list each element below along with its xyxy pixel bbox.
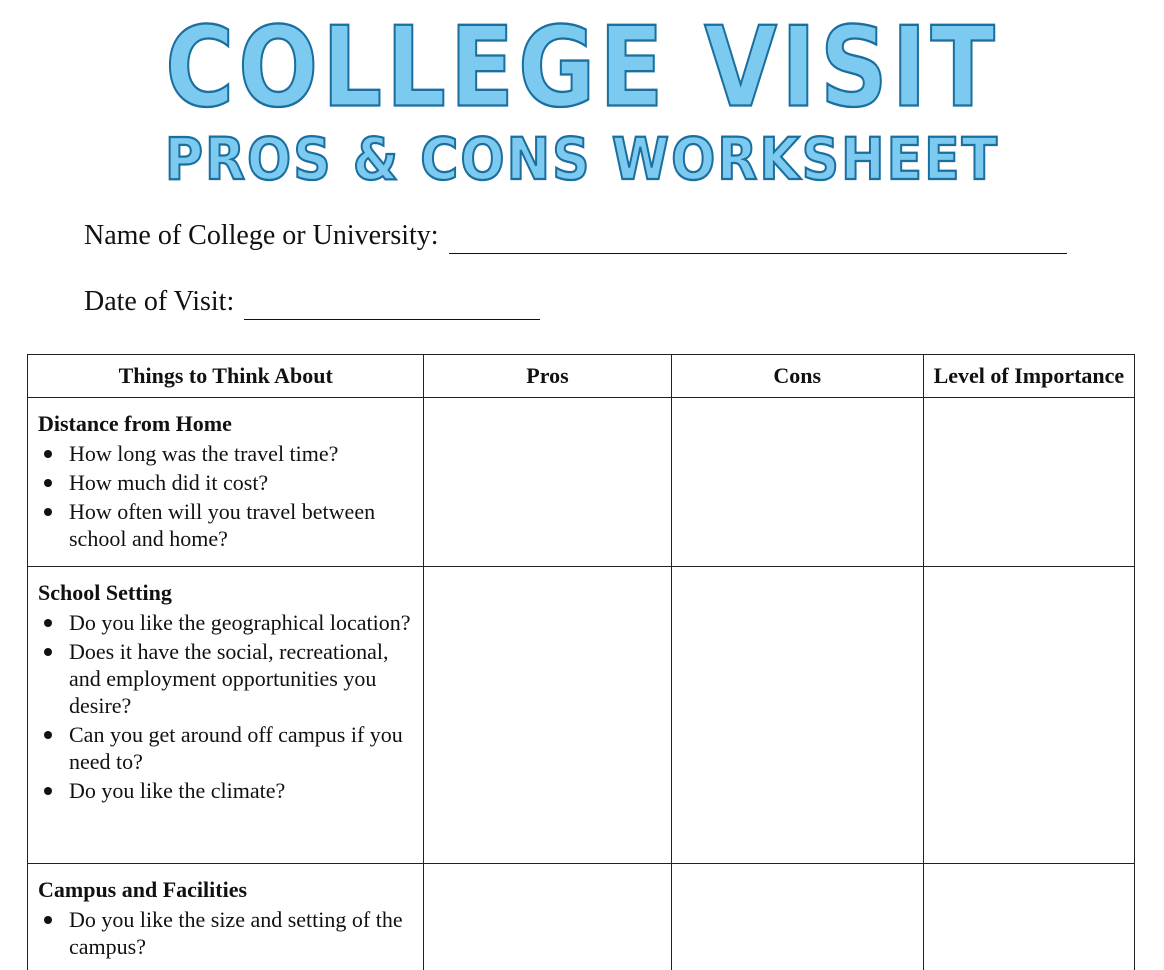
bullet-icon: [44, 787, 52, 795]
topic-title: Campus and Facilities: [38, 877, 248, 902]
bullet-icon: [44, 619, 52, 627]
question-text: Do you like the geographical location?: [69, 610, 411, 635]
topic-cell: [28, 398, 424, 567]
college-name-field: [84, 218, 1067, 254]
pros-cell[interactable]: [424, 398, 671, 567]
topic-title: Distance from Home: [38, 411, 232, 436]
bullet-icon: [44, 450, 52, 458]
question-text: Do you like the climate?: [69, 778, 286, 803]
question-item: [38, 906, 413, 960]
table-row: [28, 398, 1135, 567]
bullet-icon: [44, 508, 52, 516]
importance-cell[interactable]: [923, 864, 1134, 970]
visit-date-label: Date of Visit:: [84, 286, 235, 317]
question-item: [38, 498, 413, 552]
worksheet-title: COLLEGE VISIT: [165, 4, 999, 133]
header-level-of-importance: Level of Importance: [923, 355, 1134, 398]
question-text: How long was the travel time?: [69, 441, 339, 466]
question-text: Does it have the social, recreational, and employment opportunities you desire?: [69, 639, 389, 718]
cons-cell[interactable]: [671, 864, 923, 970]
college-name-blank[interactable]: [449, 227, 1067, 254]
header-things-to-think-about: Things to Think About: [28, 355, 424, 398]
visit-date-blank[interactable]: [244, 293, 540, 320]
worksheet-subtitle: PROS & CONS WORKSHEET: [164, 126, 1000, 194]
question-item: [38, 777, 413, 804]
question-item: [38, 469, 413, 496]
importance-cell[interactable]: [923, 398, 1134, 567]
cons-cell[interactable]: [671, 567, 923, 864]
bullet-icon: [44, 648, 52, 656]
question-list: [38, 609, 413, 804]
question-text: How often will you travel between school and home?: [69, 499, 376, 551]
topic-title: School Setting: [38, 580, 172, 605]
question-item: [38, 638, 413, 719]
table-header-row: [28, 355, 1135, 398]
question-item: [38, 609, 413, 636]
table-row: [28, 567, 1135, 864]
college-name-label: Name of College or University:: [84, 220, 439, 251]
header-cons: Cons: [671, 355, 923, 398]
question-item: [38, 721, 413, 775]
question-text: How much did it cost?: [69, 470, 269, 495]
bullet-icon: [44, 916, 52, 924]
question-text: Do you like the size and setting of the campus?: [69, 907, 403, 959]
question-item: [38, 440, 413, 467]
topic-cell: [28, 864, 424, 970]
bullet-icon: [44, 479, 52, 487]
header-pros: Pros: [424, 355, 671, 398]
importance-cell[interactable]: [923, 567, 1134, 864]
question-list: [38, 440, 413, 552]
question-text: Can you get around off campus if you need to?: [69, 722, 403, 774]
pros-cell[interactable]: [424, 567, 671, 864]
pros-cons-table: [27, 354, 1135, 970]
visit-date-field: [84, 284, 540, 320]
question-list: [38, 906, 413, 960]
cons-cell[interactable]: [671, 398, 923, 567]
bullet-icon: [44, 731, 52, 739]
table-row: [28, 864, 1135, 970]
pros-cell[interactable]: [424, 864, 671, 970]
topic-cell: [28, 567, 424, 864]
